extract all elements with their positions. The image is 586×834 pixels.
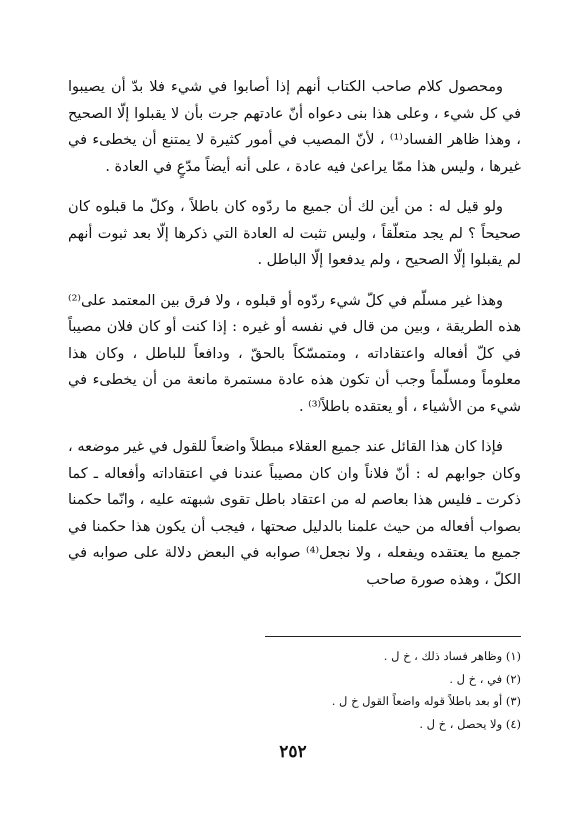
footnotes — [265, 645, 521, 735]
footnote-1: (١) وظاهر فساد ذلك ، خ ل . — [383, 649, 521, 663]
paragraph-2: ولو قيل له : من أين لك أن جميع ما ردّوه كان باطلاً ، وكلّ ما قبلوه كان صحيحاً ؟ لم يجد متعلّقاً ، وليس تثبت له العادة التي ذكرها إلّا بعد ثبوت أنهم لم يقبلوا إلّا الصحيح ، ولم يدفعوا إلّا الباطل . — [68, 199, 521, 268]
paragraph-4: فإذا كان هذا القائل عند جميع العقلاء مبطلاً واضعاً للقول في غير موضعه ، وكان جوابهم له : أنّ فلاناً وان كان مصيباً عندنا في اعتقاداته وأفعاله ـ كما ذكرت ـ فليس هذا بعاصم له من اعتقاد باطل تقوى شبهته عليه ، وانّما حكمنا بصواب أفعاله من حيث علمنا بالدليل صحتها ، فيجب أن يكون هذا حكمنا في جميع ما يعتقده ويفعله ، ولا نجعل⁽⁴⁾ صوابه في البعض دلالة على صوابه في الكلّ ، وهذه صورة صاحب — [68, 439, 521, 588]
page-number: ٢٥٢ — [279, 742, 307, 762]
footnote-divider — [265, 636, 521, 637]
paragraph-3: وهذا غير مسلّم في كلّ شيء ردّوه أو قبلوه ، ولا فرق بين المعتمد على⁽²⁾ هذه الطريقة ، وبين من قال في نفسه أو غيره : إذا كنت أو كان فلان مصيباً في كلّ أفعاله واعتقاداته ، ومتمسّكاً بالحقّ ، ودافعاً للباطل ، وكان هذا معلوماً ومسلّماً وجب أن تكون هذه عادة مستمرة مانعة من أن يخطىء في شيء من الأشياء ، أو يعتقده باطلاً⁽³⁾ . — [68, 292, 521, 415]
footnote-2: (٢) في ، خ ل . — [449, 671, 521, 686]
footnote-3: (٣) أو بعد باطلاً قوله واضعاً القول خ ل . — [331, 694, 521, 708]
main-text — [68, 74, 521, 607]
paragraph-1: ومحصول كلام صاحب الكتاب أنهم إذا أصابوا في شيء فلا بدّ أن يصيبوا في كل شيء ، وعلى هذا بنى دعواه أنّ عادتهم جرت بأن لا يقبلوا إلّا الصحيح ، وهذا ظاهر الفساد⁽¹⁾ ، لأنّ المصيب في أمور كثيرة لا يمتنع أن يخطىء في غيرها ، وليس هذا ممّا يراعىٰ فيه عادة ، على أنه أيضاً مدّعٍ في العادة . — [68, 79, 521, 175]
footnote-4: (٤) ولا يحصل ، خ ل . — [419, 716, 521, 731]
